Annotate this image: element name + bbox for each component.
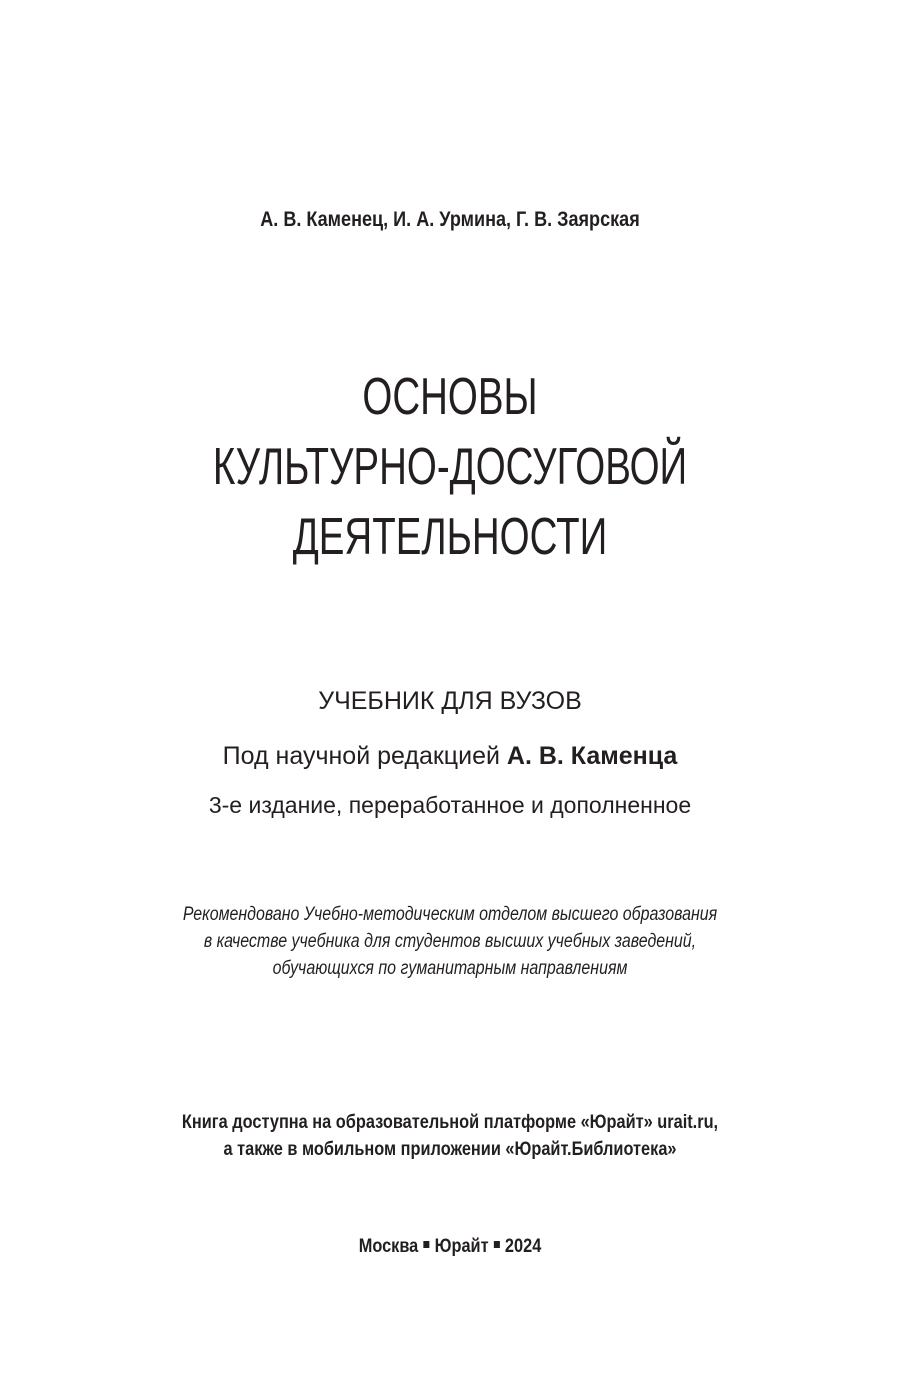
title-line: ДЕЯТЕЛЬНОСТИ	[292, 508, 608, 566]
recommendation-line: Рекомендовано Учебно-методическим отделом высшего образования	[182, 904, 718, 925]
imprint-publisher: Юрайт	[434, 1236, 489, 1257]
title-line: ОСНОВЫ	[362, 368, 538, 426]
editor-name: А. В. Каменца	[506, 742, 678, 770]
square-bullet-icon	[494, 1241, 500, 1248]
editor-line	[0, 742, 900, 771]
book-type: УЧЕБНИК ДЛЯ ВУЗОВ	[318, 687, 582, 715]
imprint-city: Москва	[358, 1236, 419, 1257]
recommendation-line: в качестве учебника для студентов высших учебных заведений,	[203, 931, 697, 952]
authors: А. В. Каменец, И. А. Урмина, Г. В. Заярская	[260, 208, 640, 231]
platform-availability	[63, 1109, 837, 1163]
imprint	[63, 1236, 837, 1258]
recommendation-line: обучающихся по гуманитарным направлениям	[272, 958, 628, 979]
edition-info: 3-е издание, переработанное и дополненное	[208, 792, 692, 818]
editor-prefix: Под научной редакцией	[222, 742, 507, 770]
platform-line: Книга доступна на образовательной платформе «Юрайт» urait.ru,	[181, 1112, 719, 1133]
title-line: КУЛЬТУРНО-ДОСУГОВОЙ	[212, 438, 688, 496]
recommendation	[72, 901, 828, 982]
platform-line: а также в мобильном приложении «Юрайт.Библиотека»	[223, 1139, 677, 1160]
book-title	[117, 362, 783, 572]
square-bullet-icon	[423, 1241, 429, 1248]
imprint-year: 2024	[504, 1236, 542, 1257]
